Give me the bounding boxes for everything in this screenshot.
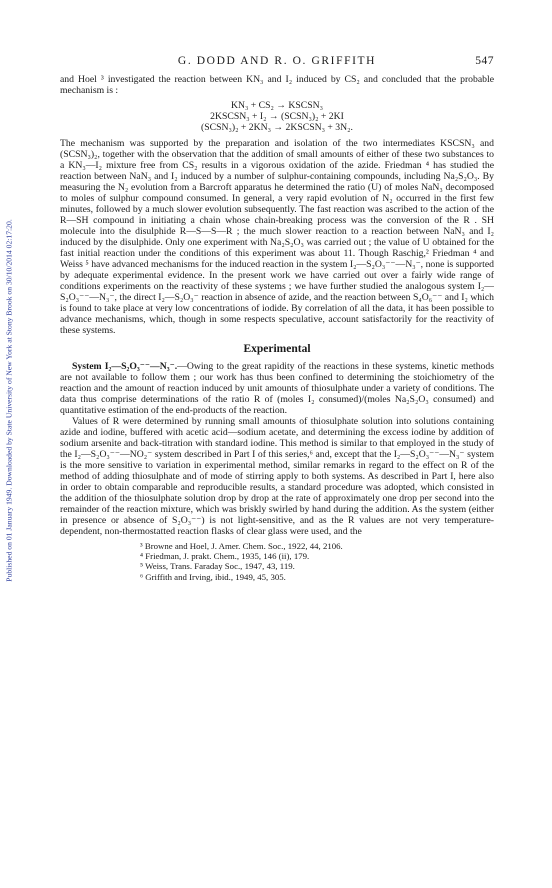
footnote-3: ³ Browne and Hoel, J. Amer. Chem. Soc., 1922, 44, 2106. — [140, 541, 343, 551]
footnote-5: ⁵ Weiss, Trans. Faraday Soc., 1947, 43, 119. — [140, 561, 295, 572]
footnotes — [60, 541, 494, 582]
system-paragraph-text: —Owing to the great rapidity of the reactions in these systems, kinetic methods are not available to follow them ; our work has thus been confined to determining the stoichiometry of the reaction and the amount of reaction induced by unit amounts of thiosulphate under a variety of conditions. The data thus comprise determinations of the ratio R of (moles I₂ consumed)/(moles Na₂S₂O₃ consumed) and quantitative estimation of the end-products of the reaction. — [60, 361, 494, 416]
equation-block — [60, 100, 494, 133]
system-run-in-heading: System I₂—S₂O₃⁻⁻—N₃⁻. — [72, 361, 178, 372]
running-header — [60, 55, 494, 71]
mechanism-paragraph: The mechanism was supported by the preparation and isolation of the two intermediates KSCSN₃ and (SCSN₃)₂, together with the observation that the addition of small amounts of either of these two substances to a KN₃—I₂ mixture free from CS₂ results in a vigorous oxidation of the azide. Friedman ⁴ has studied the reaction between NaN₃ and I₂ induced by a number of sulphur-containing compounds, including Na₂S₂O₃. By measuring the N₂ evolution from a Barcroft apparatus he determined the ratio (U) of moles NaN₃ decomposed to moles of sulphur compound consumed. In general, a very rapid evolution of N₂ occurred in the first few minutes, followed by a much slower evolution subsequently. The fast reaction was ascribed to the action of the R—SH compound in initiating a chain whose chain-breaking process was the conversion of the R . SH molecule into the disulphide R—S—S—R ; the much slower reaction to a reaction between NaN₃ and I₂ induced by the disulphide. Only one experiment with Na₂S₂O₃ was carried out ; the value of U obtained for the fast initial reaction under the conditions of this experiment was about 11. Though Raschig,² Friedman ⁴ and Weiss ⁵ have advanced mechanisms for the induced reaction in the system I₂—S₂O₃⁻⁻—N₃⁻, none is supported by adequate experimental evidence. In the present work we have carried out over a fairly wide range of conditions experiments on the reactivity of these systems ; we have further studied the analogous system I₂—S₂O₃⁻⁻—N₃⁻, the direct I₂—S₂O₃⁻ reaction in absence of azide, and the reaction between S₄O₆⁻⁻ and I₂ which is found to take place at very low concentrations of iodide. By correlation of all the data, it has been possible to advance mechanisms, which, though in some respects speculative, account satisfactorily for the reactivity of these systems. — [60, 138, 494, 336]
section-heading-experimental: Experimental — [243, 343, 311, 355]
equation-3: (SCSN₃)₂ + 2KN₃ → 2KSCSN₃ + 3N₂. — [201, 122, 353, 133]
intro-paragraph: and Hoel ³ investigated the reaction between KN₃ and I₂ induced by CS₂ and concluded that the probable mechanism is : — [60, 74, 494, 96]
equation-2: 2KSCSN₃ + I₂ → (SCSN₃)₂ + 2KI — [210, 111, 344, 122]
side-note-text: Published on 01 January 1949. Downloaded by State University of New York at Stony Brook on 30/10/2014 02:17:20. — [4, 218, 14, 582]
system-paragraph — [60, 361, 494, 416]
article-body — [60, 74, 494, 582]
footnote-6: ⁶ Griffith and Irving, ibid., 1949, 45, 305. — [140, 571, 286, 582]
publication-side-note — [2, 40, 16, 760]
running-header-authors: G. DODD AND R. O. GRIFFITH — [177, 55, 377, 67]
equation-1: KN₃ + CS₂ → KSCSN₃ — [230, 100, 324, 111]
values-paragraph: Values of R were determined by running small amounts of thiosulphate solution into solutions containing azide and iodine, buffered with acetic acid—sodium acetate, and determining the excess iodine by addition of sodium arsenite and back-titration with standard iodine. This method is similar to that employed in the study of the I₂—S₂O₃⁻⁻—NO₂⁻ system described in Part I of this series,⁶ and, except that the I₂—S₂O₃⁻⁻—N₃⁻ system is the more sensitive to variation in experimental method, similar remarks in regard to the effect on R of the method of adding thiosulphate and of mode of stirring apply to both systems. As described in Part I, here also in order to obtain comparable and reproducible results, a standard procedure was adopted, which consisted in the addition of the thiosulphate solution drop by drop at the rate of approximately one drop per second into the remainder of the reaction mixture, which was briskly swirled by hand during the addition. As the system (either in presence or absence of S₂O₃⁻⁻) is not light-sensitive, and as the R values are not very temperature-dependent, non-thermostatted reaction flasks of clear glass were used, and the — [60, 416, 494, 537]
page-number: 547 — [475, 55, 494, 67]
footnote-4: ⁴ Friedman, J. prakt. Chem., 1935, 146 (ii), 179. — [140, 551, 310, 562]
